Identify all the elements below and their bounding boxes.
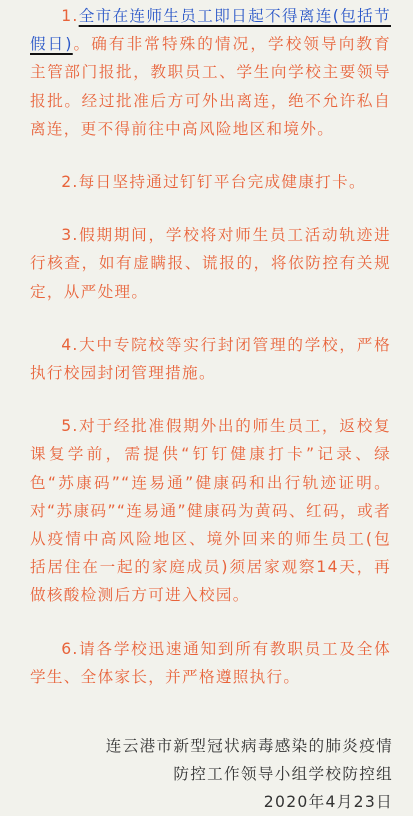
highlighted-text: 全市在连师生员工即日起不得离连(包括节假日): [30, 7, 391, 54]
signature-date: 2020年4月23日: [263, 793, 393, 811]
item-text: 5.对于经批准假期外出的师生员工，返校复课复学前，需提供“钉钉健康打卡”记录、绿色“苏康码”“连易通”健康码和出行轨迹证明。对“苏康码”“连易通”健康码为黄码、红码，或者从疫情中高风险地区、境外回来的师生员工(包括居住在一起的家庭成员)须居家观察14天，再做核酸检测后方可进入校园。: [30, 417, 391, 605]
signature-org-line-2: 防控工作领导小组学校防控组: [173, 765, 393, 783]
item-text: 4.大中专院校等实行封闭管理的学校，严格执行校园封闭管理措施。: [30, 335, 391, 383]
item-text: 6.请各学校迅速通知到所有教职员工及全体学生、全体家长，并严格遵照执行。: [30, 639, 391, 686]
notice-item-5: [30, 412, 391, 609]
item-number: 1.: [61, 7, 79, 25]
item-text: 3.假期期间，学校将对师生员工活动轨迹进行核查，如有虚瞒报、谎报的，将依防控有关规定，从严处理。: [30, 226, 391, 301]
signature-block: [106, 732, 393, 816]
item-text: 。确有非常特殊的情况，学校领导向教育主管部门报批，教职员工、学生向学校主要领导报批。经过批准后方可外出离连，绝不允许私自离连，更不得前往中高风险地区和境外。: [30, 35, 391, 138]
item-text: 2.每日坚持通过钉钉平台完成健康打卡。: [61, 173, 366, 192]
notice-item-1: [30, 2, 391, 143]
notice-item-3: [30, 221, 391, 306]
notice-item-6: [30, 635, 391, 691]
signature-org-line-1: 连云港市新型冠状病毒感染的肺炎疫情: [105, 737, 393, 755]
notice-item-4: [30, 331, 391, 387]
notice-item-2: [30, 168, 391, 196]
